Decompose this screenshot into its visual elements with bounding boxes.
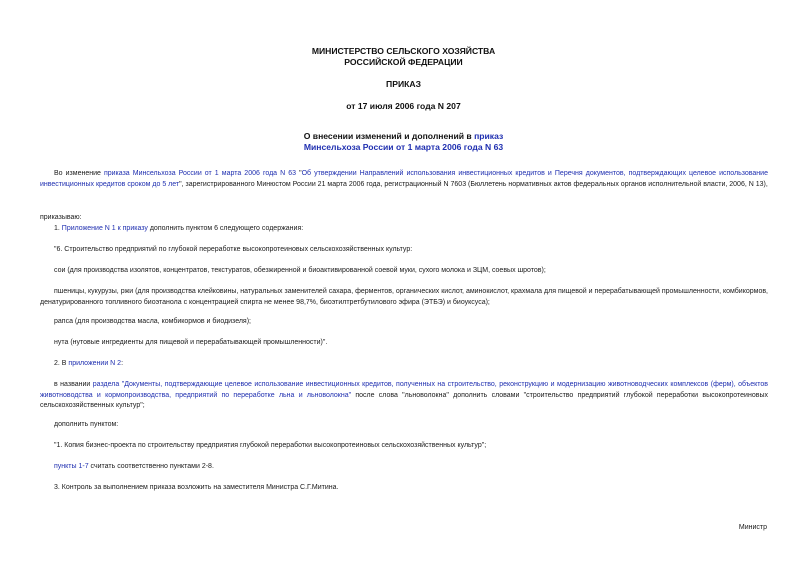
document-title-line1 [0,131,807,142]
document-date: от 17 июля 2006 года N 207 [346,101,461,111]
intro-text-3: ", зарегистрированного Минюстом России 21 марта 2006 года, регистрационный N 7603 (Бюллетень нормативных актов федеральных органов исполнительной власти, 2006, N 13), [179,180,768,188]
dopolnit-text: дополнить пунктом: [54,421,119,428]
rapsa-text: рапса (для производства масла, комбикормов и биодизеля); [54,318,252,325]
item-2 [54,359,768,370]
title-link-prikaz[interactable]: приказ [474,131,504,141]
item-2-colon: : [121,360,124,367]
nazvanie-text-2: после слова "льноволокна" дополнить словами "строительство предприятий глубокой переработки высокопротеиновых сельскохозяйственных культур"; [40,391,768,409]
nazvanie-paragraph [40,380,768,412]
kopiya-text: "1. Копия бизнес-проекта по строительству предприятия глубокой переработки высокопротеиновых сельскохозяйственных культур"; [54,442,487,449]
point-6-text: "6. Строительство предприятий по глубокой переработке высокопротеиновых сельскохозяйственных культур: [54,246,413,253]
prikazyvayu-text: приказываю: [40,214,82,221]
intro-text-2: " [296,170,302,177]
item-2-number: 2. В [54,360,69,367]
intro-paragraph [40,169,768,190]
ministry-name-line1: МИНИСТЕРСТВО СЕЛЬСКОГО ХОЗЯЙСТВА [311,46,496,56]
soi-text: сои (для производства изолятов, концентратов, текстуратов, обезжиренной и биоактивированной соевой муки, сухого молока и ЗЦМ, соевых шротов); [54,267,546,274]
nuta-text: нута (нутовые ингредиенты для пищевой и перерабатывающей промышленности)". [54,339,328,346]
punkty-paragraph [54,462,768,473]
nazvanie-link-razdel[interactable]: раздела "Документы, подтверждающие целевое использование инвестиционных кредитов, полученных на строительство, реконструкцию и модернизацию животноводческих комплексов (ферм), объектов животноводства и кормопроизводства, предприятий по переработке льна и льноволокна" [40,381,768,399]
intro-link-prikaz[interactable]: приказа Минсельхоза России от 1 марта 2006 года N 63 [103,170,297,177]
intro-text-1: Во изменение [54,170,104,177]
ministry-name-line2: РОССИЙСКОЙ ФЕДЕРАЦИИ [344,57,463,67]
item-3-text: 3. Контроль за выполнением приказа возложить на заместителя Министра С.Г.Митина. [54,484,339,491]
punkty-link[interactable]: пункты 1-7 [54,463,89,470]
signature-role: Министр [738,524,767,531]
document-type: ПРИКАЗ [386,79,421,89]
item-1-text: дополнить пунктом 6 следующего содержания: [147,225,304,232]
item-1-number: 1. [54,225,62,232]
item-2-link-prilozhenie[interactable]: приложении N 2 [68,360,122,367]
title-text: О внесении изменений и дополнений в [303,131,475,141]
item-1-link-prilozhenie[interactable]: Приложение N 1 к приказу [61,225,148,232]
title-link-minselkhoz[interactable]: Минсельхоза России от 1 марта 2006 года N 63 [303,142,504,152]
pshenitsy-text: пшеницы, кукурузы, ржи (для производства клейковины, натуральных заменителей сахара, ферментов, органических кислот, аминокислот, крахмала для пищевой и перерабатывающей промышленности, комбикормов, денатурированного топливного биоэтанола с концентрацией спирта не менее 98,7%, биоэтилтретбутилового эфира (ЭТБЭ) и биоуксуса); [40,288,768,306]
punkty-text: считать соответственно пунктами 2-8. [88,463,214,470]
nazvanie-text-1: в названии [54,381,93,388]
item-1 [54,224,768,235]
intro-link-napravleniya[interactable]: Об утверждении Направлений использования инвестиционных кредитов и Перечня документов, подтверждающих целевое использование инвестиционных кредитов сроком до 5 лет [40,170,768,188]
